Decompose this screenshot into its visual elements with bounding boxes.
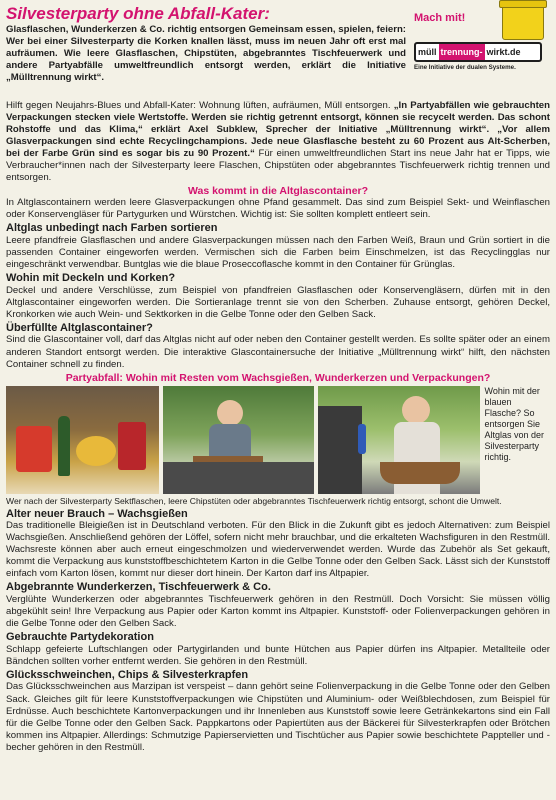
text-lucky-pig: Das Glücksschweinchen aus Marzipan ist verspeist – dann gehört seine Folienverpackung in die Gelbe Tonne oder den Gelben Sack. Gleiches gilt für leere Kunststoffverpackungen wie Chipstüten und Aluminium- oder Weißblechdosen, zum Beispiel für Erdnüsse. Auch beschichtete Kartonverpackungen und ihr Innenleben aus Kunststoff sowie leere Getränkekartons sind ein Fall für die Gelbe Tonne oder den Gelben Sack. Pappkartons oder Papiertüten aus der Bäckerei für Silvesterkrapfen oder Brötchen kommen ins Altpapier. Allerdings: Schmutzige Papierservietten und Tischtücher aus Papier sowie beschichtete Pappteller und -becher gehören in den Restmüll. [6, 681, 550, 753]
section-title-altglas: Was kommt in die Altglascontainer? [187, 185, 369, 198]
text-decoration: Schlapp gefeierte Luftschlangen oder Partygirlanden und bunte Hütchen aus Papier dürfen ins Altpapier. Metallteile oder Bändchen sollten vorher entfernt werden. Sie gehören in den Restmüll. [6, 643, 550, 667]
text-full-containers: Sind die Glascontainer voll, darf das Altglas nicht auf oder neben den Container gestellt werden. Es sollte später oder an einem anderen Standort entsorgt werden. Die interaktive Glascontainersuche der Initiative „Mülltrennung wirkt“ hilft, den nächsten Container schnell zu finden. [6, 334, 550, 370]
logo-tagline: Eine Initiative der dualen Systeme. [414, 64, 516, 71]
heading-lids: Wohin mit Deckeln und Korken? [6, 272, 176, 285]
header-text [6, 4, 406, 100]
logo-badge-part-a: müll [418, 47, 437, 57]
photo-row [6, 386, 550, 494]
logo-badge [414, 42, 542, 62]
paragraph-1 [6, 100, 550, 184]
intro-paragraph: Glasflaschen, Wunderkerzen & Co. richtig entsorgen Gemeinsam essen, spielen, feiern: Wer bei einer Silvesterparty die Korken knallen lässt, muss im neuen Jahr oft erst mal aufräumen. Wie leere Glasflaschen, Chipstüten, abgebranntes Tischfeuerwerk und andere Partyabfälle umweltfreundlich entsorgt werden, erklärt die Initiative „Mülltrennung wirkt“. [6, 24, 406, 84]
heading-sort-colors: Altglas unbedingt nach Farben sortieren [6, 222, 218, 235]
initiative-logo [410, 4, 550, 100]
text-sparklers: Verglühte Wunderkerzen oder abgebranntes Tischfeuerwerk gehören in den Restmüll. Doch Vorsicht: Sie müssen völlig abgekühlt sein! Ihre Verpackung aus Papier oder Karton kommt ins Altpapier. Kunststoff- oder Folienverpackungen gehören in die Gelbe Tonne oder den Gelben Sack. [6, 594, 550, 630]
photo-party-table [6, 386, 159, 494]
photo-side-caption: Wohin mit der blauen Flasche? So entsorgen Sie Altglas von der Silvesterparty richtig. [484, 385, 545, 462]
section-title-party-waste: Partyabfall: Wohin mit Resten vom Wachsgießen, Wunderkerzen und Verpackungen? [65, 371, 491, 384]
text-sort-colors: Leere pfandfreie Glasflaschen und andere Glasverpackungen müssen nach den Farben Weiß, Braun und Grün sortiert in die passenden Container eingeworfen werden. Vermischen sich die Farben beim Einschmelzen, ist das Recyclingglas nur eingeschränkt verwendbar. Buntglas wie die blaue Proseccoflasche kommt in den Container für Grünglas. [6, 235, 550, 271]
paragraph-1-quote: „In Partyabfällen wie gebrauchten Verpackungen stecken viele Wertstoffe. Werden sie richtig getrennt entsorgt, können sie recycelt werden. Das schont Rohstoffe und das Klima,“ erklärt Axel Subklew, Sprecher der Initiative „Mülltrennung wirkt“. „Vor allem Glasverpackungen sind echte Recyclingchampions. Jede neue Glasflasche besteht zu 60 Prozent aus Alt-Scherben, bei der Farbe Grün sind es sogar bis zu 90 Prozent.“ [6, 100, 550, 160]
text-lids: Deckel und andere Verschlüsse, zum Beispiel von pfandfreien Glasflaschen oder Konservengläsern, dürfen mit in den Altglascontainer eingeworfen werden. Die Sortieranlage trennt sie von den Scherben. Zuhause entsorgt, gehören Deckel, Kronkorken wie auch Wein- und Sektkorken in die Gelbe Tonne oder den Gelben Sack. [6, 284, 550, 320]
paragraph-1-lead: Hilft gegen Neujahrs-Blues und Abfall-Kater: Wohnung lüften, aufräumen, Müll entsorgen. [6, 100, 391, 111]
heading-sparklers: Abgebrannte Wunderkerzen, Tischfeuerwerk & Co. [6, 581, 271, 594]
heading-decoration: Gebrauchte Partydekoration [6, 631, 154, 644]
text-wax: Das traditionelle Bleigießen ist in Deutschland verboten. Für den Blick in die Zukunft gibt es jedoch Alternativen: zum Beispiel Wachsgießen. Anschließend gehören der Löffel, sofern nicht mehr brauchbar, und die erkalteten Wachsfiguren in den Restmüll. Wachsreste können aber auch erneut eingeschmolzen und wiederverwendet werden. Wurde das Zubehör als Set gekauft, kommt die Verpackung aus kunststoffbeschichtetem Karton in die Gelbe Tonne oder den Gelben Sack. Lässt sich der Kunststoff einfach vom Karton lösen, kommt nur dieser dort hinein. Der Karton darf ins Altpapier. [6, 520, 550, 580]
paragraph-1-tail: Für einen umweltfreundlichen Start ins neue Jahr hat er Tipps, wie Verbraucher*innen nach der Silvesterparty leere Flaschen, Chipstüten oder abgebranntes Tischfeuerwerk richtig trennen und entsorgen. [6, 148, 550, 184]
photo-woman-bottle [318, 386, 481, 494]
page-title: Silvesterparty ohne Abfall-Kater: [6, 4, 270, 23]
heading-wax: Alter neuer Brauch – Wachsgießen [6, 507, 188, 520]
logo-badge-part-c: wirkt.de [486, 47, 521, 57]
photo-woman-containers [163, 386, 314, 494]
logo-badge-part-b: trennung- [439, 44, 485, 60]
heading-full-containers: Überfüllte Altglascontainer? [6, 321, 153, 334]
yellow-bin-icon [502, 4, 544, 40]
section-text-altglas: In Altglascontainern werden leere Glasverpackungen ohne Pfand gesammelt. Das sind zum Beispiel Sekt- und Weinflaschen oder Konservengläser für Partygurken und Würstchen. Wichtig ist: Sie sollten komplett entleert sein. [6, 197, 550, 221]
photo-caption: Wer nach der Silvesterparty Sektflaschen, leere Chipstüten oder abgebranntes Tischfeuerwerk richtig entsorgt, schont die Umwelt. [6, 495, 502, 506]
header [6, 4, 550, 100]
heading-lucky-pig: Glücksschweinchen, Chips & Silvesterkrapfen [6, 668, 249, 681]
logo-mach-mit: Mach mit! [414, 12, 466, 24]
